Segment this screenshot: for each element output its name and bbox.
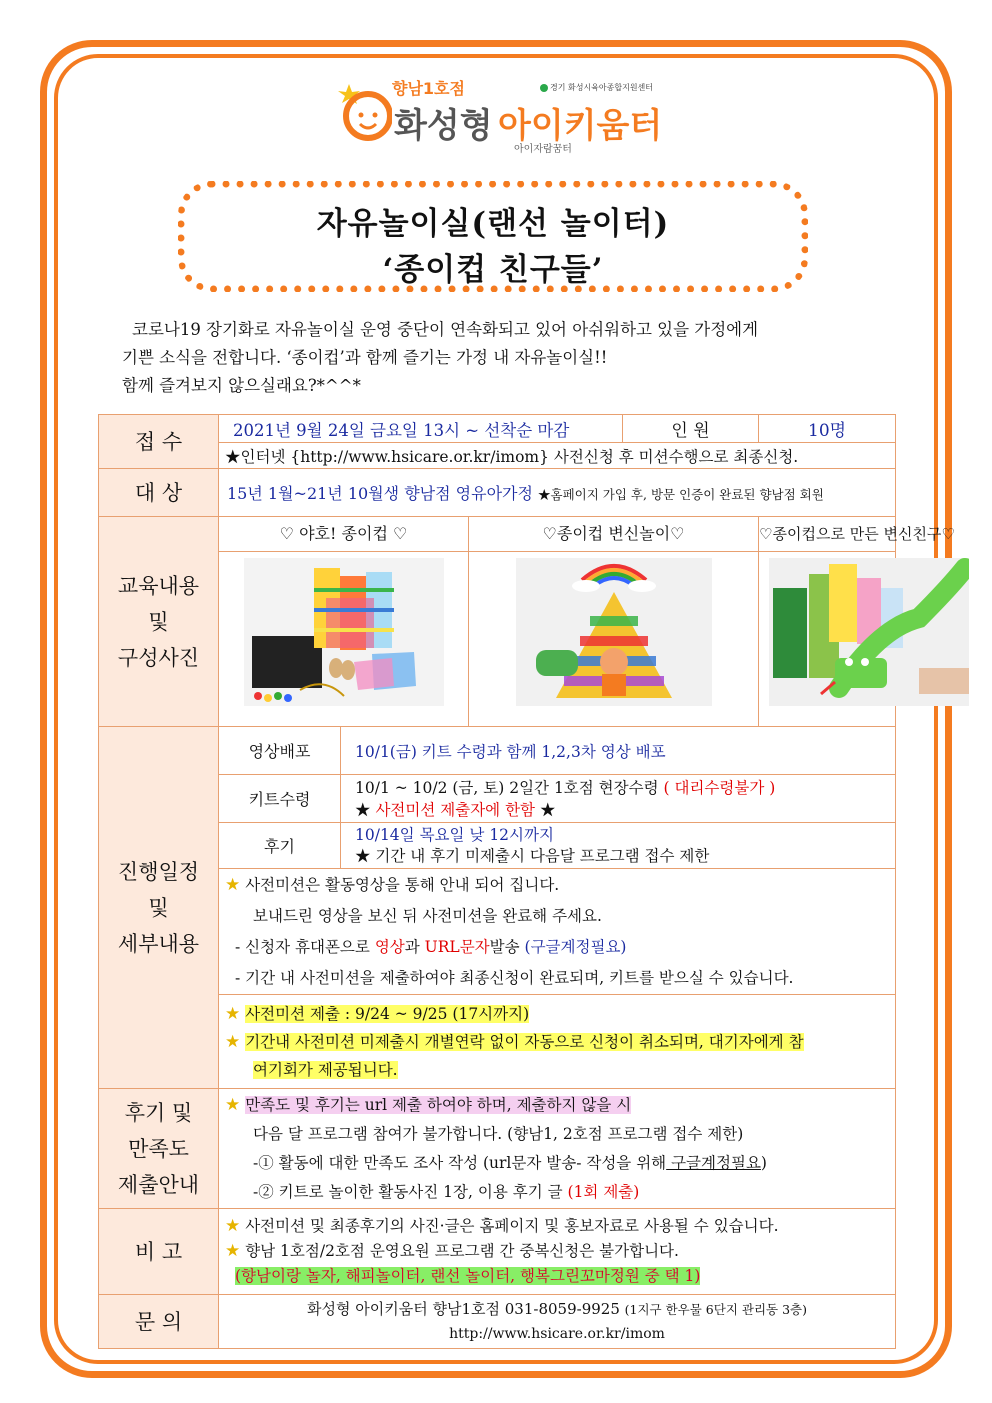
edu-caption-2: ♡종이컵 변신놀이♡: [469, 517, 758, 552]
review-info: [219, 1089, 896, 1209]
schedule-row2-condition: 사전미션 제출자에 한함: [375, 800, 536, 819]
schedule-label-line2: 및: [148, 895, 169, 920]
edu-caption-3: ♡종이컵으로 만든 변신친구♡: [759, 517, 895, 552]
edu-caption-1: ♡ 야호! 종이컵 ♡: [219, 517, 468, 552]
submit-line1: 사전미션 제출 : 9/24 ~ 9/25 (17시까지): [245, 1004, 530, 1023]
logo-center-name: [540, 82, 653, 93]
mission-line4: - 기간 내 사전미션을 제출하여야 최종신청이 완료되며, 키트를 받으실 수 있습니다.: [235, 968, 794, 987]
reception-label: 접 수: [99, 415, 219, 469]
schedule-row2-star1: ★: [355, 800, 376, 819]
review-line1: 만족도 및 후기는 url 제출 하여야 하며, 제출하지 않을 시: [245, 1095, 632, 1114]
education-label-line3: 구성사진: [117, 645, 200, 670]
child-face-icon: [338, 82, 392, 142]
mission-info: [219, 869, 896, 995]
contact-address: (1지구 한우물 6단지 관리동 3층): [624, 1302, 807, 1317]
intro-line2: 기쁜 소식을 전합니다. ‘종이컵’과 함께 즐기는 가정 내 자유놀이실!!: [122, 348, 608, 367]
schedule-row1-label: 영상배포: [219, 727, 341, 775]
contact-label: 문 의: [99, 1295, 219, 1349]
info-table: [98, 414, 955, 1349]
star-icon: ★: [225, 1216, 241, 1236]
reception-note: ★인터넷 {http://www.hsicare.or.kr/imom} 사전신청 후 미션수행으로 최종신청.: [219, 443, 896, 469]
education-label-line2: 및: [148, 609, 169, 634]
schedule-row3-line1: 10/14일 목요일 낮 12시까지: [355, 825, 554, 844]
mission-line1: 사전미션은 활동영상을 통해 안내 되어 집니다.: [245, 875, 560, 894]
review-line4-once: (1회 제출): [567, 1182, 640, 1201]
review-label-line3: 제출안내: [117, 1172, 200, 1197]
contact-info: [219, 1295, 896, 1349]
review-label-line1: 후기 및: [124, 1100, 193, 1125]
education-label-line1: 교육내용: [117, 573, 200, 598]
logo-branch: 향남1호점: [392, 79, 465, 98]
edu-item-1: [219, 517, 469, 727]
schedule-row3-line2: ★ 기간 내 후기 미제출시 다음달 프로그램 접수 제한: [355, 846, 710, 865]
review-line4-a: -② 키트로 놀이한 활동사진 1장, 이용 후기 글: [253, 1182, 568, 1201]
star-icon: ★: [225, 1241, 241, 1261]
submit-info: [219, 995, 896, 1089]
mission-line3-a: - 신청자 휴대폰으로: [235, 937, 375, 956]
mission-line3-b: 과: [404, 937, 425, 956]
target-label: 대 상: [99, 469, 219, 517]
people-value: 10명: [759, 415, 896, 443]
review-label-line2: 만족도: [128, 1136, 189, 1161]
remarks-line1: 사전미션 및 최종후기의 사진·글은 홈페이지 및 홍보자료로 사용될 수 있습니다.: [245, 1217, 779, 1235]
schedule-row2-line1: 10/1 ~ 10/2 (금, 토) 2일간 1호점 현장수령: [355, 778, 659, 797]
star-icon: ★: [225, 874, 241, 895]
star-icon: ★: [225, 1094, 241, 1115]
remarks-line2: 향남 1호점/2호점 운영요원 프로그램 간 중복신청은 불가합니다.: [245, 1242, 679, 1260]
photo-cup-crocodile: [769, 558, 969, 706]
logo-center-text: 경기 화성시육아종합지원센터: [550, 83, 654, 92]
education-label: [99, 517, 219, 727]
mission-line3-google: (구글계정필요): [524, 937, 627, 956]
edu-item-3: [759, 517, 955, 727]
mission-line3-c: 발송: [489, 937, 525, 956]
review-line3-b: ): [760, 1153, 767, 1172]
title-line2: ‘종이컵 친구들’: [382, 252, 604, 288]
schedule-label: [99, 727, 219, 1089]
title-line1: 자유놀이실(랜선 놀이터): [316, 206, 670, 242]
submit-line3: 여기회가 제공됩니다.: [253, 1060, 398, 1079]
remarks-line3: (향남이랑 놀자, 해피놀이터, 랜선 놀이터, 행복그린꼬마정원 중 택 1): [235, 1267, 701, 1285]
schedule-label-line3: 세부내용: [117, 931, 200, 956]
schedule-row2-star2: ★: [535, 800, 556, 819]
schedule-row2-label: 키트수령: [219, 775, 341, 823]
intro-text: [122, 316, 902, 400]
schedule-row2-proxy: ( 대리수령불가 ): [663, 778, 776, 797]
remarks-info: [219, 1209, 896, 1295]
photo-paper-cups: [244, 558, 444, 706]
submit-line2: 기간내 사전미션 미제출시 개별연락 없이 자동으로 신청이 취소되며, 대기자에게 참: [245, 1032, 804, 1051]
title-box: [178, 181, 808, 292]
logo-name-orange: 아이키움터: [498, 106, 663, 146]
star-icon: ★: [225, 1003, 241, 1024]
schedule-row1-text: 10/1(금) 키트 수령과 함께 1,2,3차 영상 배포: [341, 727, 896, 775]
schedule-label-line1: 진행일정: [117, 859, 200, 884]
intro-line1: 코로나19 장기화로 자유놀이실 운영 중단이 연속화되고 있어 아쉬워하고 있을 가정에게: [132, 320, 759, 339]
target-note: ★홈페이지 가입 후, 방문 인증이 완료된 향남점 회원: [538, 487, 824, 502]
people-label: 인 원: [623, 415, 759, 443]
review-label: [99, 1089, 219, 1209]
mission-line3-video: 영상: [374, 937, 405, 956]
remarks-label: 비 고: [99, 1209, 219, 1295]
review-line3-google: 구글계정필요: [666, 1153, 761, 1172]
logo: [336, 68, 666, 160]
intro-line3: 함께 즐겨보지 않으실래요?*^^*: [122, 376, 361, 395]
mission-line2: 보내드린 영상을 보신 뒤 사전미션을 완료해 주세요.: [253, 906, 602, 925]
star-icon: ★: [225, 1031, 241, 1052]
schedule-row3-label: 후기: [219, 823, 341, 869]
review-line2: 다음 달 프로그램 참여가 불가합니다. (향남1, 2호점 프로그램 접수 제한): [253, 1124, 744, 1143]
contact-line1: 화성형 아이키움터 향남1호점 031-8059-9925: [307, 1300, 620, 1318]
logo-sub: 아이자람꿈터: [514, 144, 572, 155]
reception-date: 2021년 9월 24일 금요일 13시 ~ 선착순 마감: [219, 415, 623, 443]
photo-cup-pyramid: [516, 558, 712, 706]
target-value: 15년 1월~21년 10월생 향남점 영유아가정: [227, 484, 533, 503]
review-line3-a: -① 활동에 대한 만족도 조사 작성 (url문자 발송- 작성을 위해: [253, 1153, 667, 1172]
edu-item-2: [469, 517, 759, 727]
logo-name-gray: 화성형: [394, 106, 493, 146]
center-logo-icon: [540, 84, 548, 92]
mission-line3-url: URL문자: [424, 937, 490, 956]
contact-url: http://www.hsicare.or.kr/imom: [449, 1326, 665, 1342]
